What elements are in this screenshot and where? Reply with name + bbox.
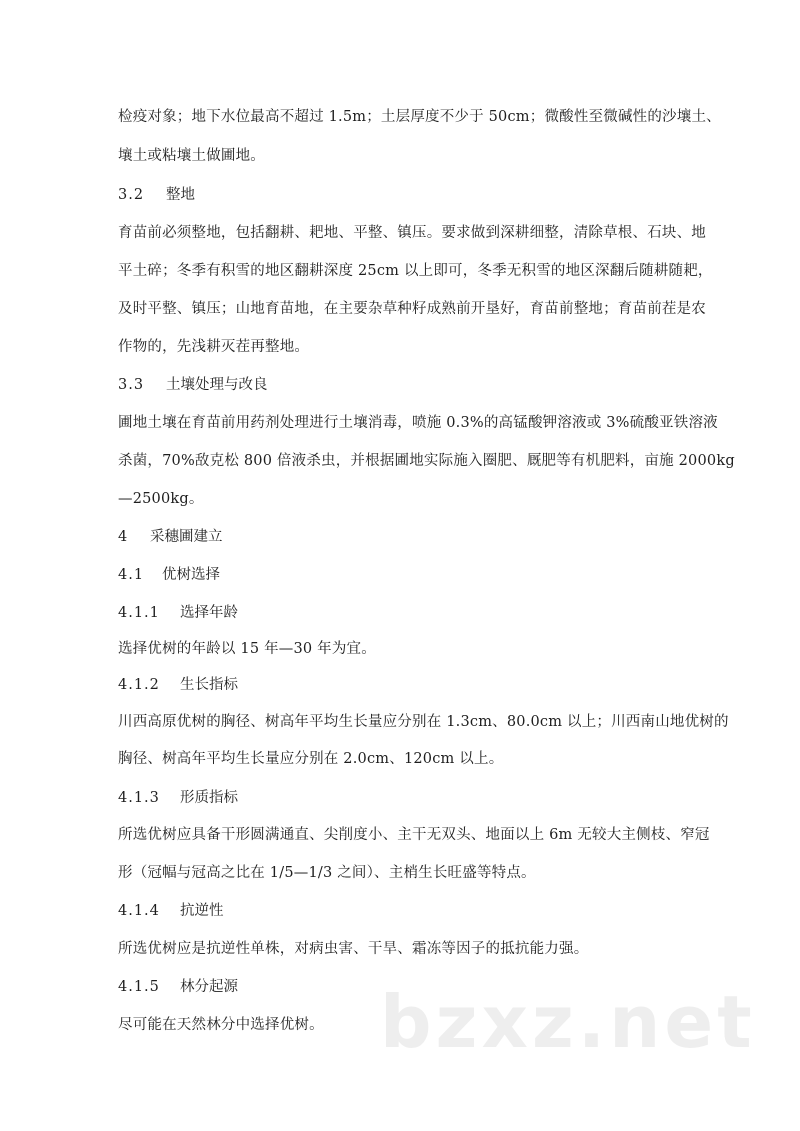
- section-title: 优树选择: [162, 567, 220, 583]
- section-number: 4.1.4: [118, 903, 160, 919]
- paragraph-line: 所选优树应具备干形圆满通直、尖削度小、主干无双头、地面以上 6m 无较大主侧枝、窄冠: [118, 827, 710, 843]
- paragraph-line: 所选优树应是抗逆性单株，对病虫害、干旱、霜冻等因子的抵抗能力强。: [118, 941, 589, 957]
- section-heading-4-1: [118, 566, 220, 584]
- section-title: 采穗圃建立: [150, 529, 223, 545]
- section-title: 生长指标: [180, 677, 238, 693]
- section-heading-4-1-4: [118, 902, 224, 920]
- section-heading-4-1-2: [118, 676, 238, 694]
- section-heading-3-3: [118, 376, 268, 394]
- section-heading-3-2: [118, 186, 195, 204]
- section-number: 3.3: [118, 377, 145, 393]
- paragraph-line: 及时平整、镇压；山地育苗地，在主要杂草种籽成熟前开垦好，育苗前整地；育苗前茬是农: [118, 301, 706, 317]
- paragraph-line: 形（冠幅与冠高之比在 1/5—1/3 之间）、主梢生长旺盛等特点。: [118, 865, 536, 881]
- paragraph-line: 选择优树的年龄以 15 年—30 年为宜。: [118, 641, 376, 657]
- section-number: 4.1.5: [118, 979, 160, 995]
- site-watermark: bzxz.net: [380, 980, 756, 1064]
- paragraph-line: 平土碎；冬季有积雪的地区翻耕深度 25cm 以上即可，冬季无积雪的地区深翻后随耕随耙，: [118, 263, 713, 279]
- section-number: 4.1: [118, 567, 145, 583]
- section-title: 土壤处理与改良: [166, 377, 268, 393]
- section-heading-4-1-5: [118, 978, 238, 996]
- section-title: 抗逆性: [180, 903, 224, 919]
- paragraph-line: 尽可能在天然林分中选择优树。: [118, 1017, 324, 1033]
- paragraph-line: 杀菌，70%敌克松 800 倍液杀虫，并根据圃地实际施入圈肥、厩肥等有机肥料，亩施 2000kg: [118, 453, 735, 469]
- paragraph-line: 川西高原优树的胸径、树高年平均生长量应分别在 1.3cm、80.0cm 以上；川西南山地优树的: [118, 714, 729, 730]
- paragraph-line: 胸径、树高年平均生长量应分别在 2.0cm、120cm 以上。: [118, 751, 504, 767]
- section-title: 林分起源: [180, 979, 238, 995]
- section-heading-4-1-3: [118, 789, 238, 807]
- section-heading-4: [118, 528, 223, 546]
- paragraph-line: —2500kg。: [118, 491, 204, 507]
- section-number: 4.1.3: [118, 790, 160, 806]
- section-number: 4: [118, 529, 129, 545]
- paragraph-line: 圃地土壤在育苗前用药剂处理进行土壤消毒，喷施 0.3%的高锰酸钾溶液或 3%硫酸亚铁溶液: [118, 415, 718, 431]
- paragraph-line: 育苗前必须整地，包括翻耕、耙地、平整、镇压。要求做到深耕细整，清除草根、石块、地: [118, 225, 706, 241]
- section-title: 整地: [166, 187, 195, 203]
- paragraph-line: 作物的，先浅耕灭茬再整地。: [118, 339, 310, 355]
- section-title: 选择年龄: [180, 605, 238, 621]
- section-number: 3.2: [118, 187, 145, 203]
- section-title: 形质指标: [180, 790, 238, 806]
- paragraph-line: 检疫对象；地下水位最高不超过 1.5m；土层厚度不少于 50cm；微酸性至微碱性的沙壤土、: [118, 109, 721, 125]
- section-number: 4.1.2: [118, 677, 160, 693]
- section-heading-4-1-1: [118, 604, 238, 622]
- section-number: 4.1.1: [118, 605, 160, 621]
- paragraph-line: 壤土或粘壤土做圃地。: [118, 148, 265, 164]
